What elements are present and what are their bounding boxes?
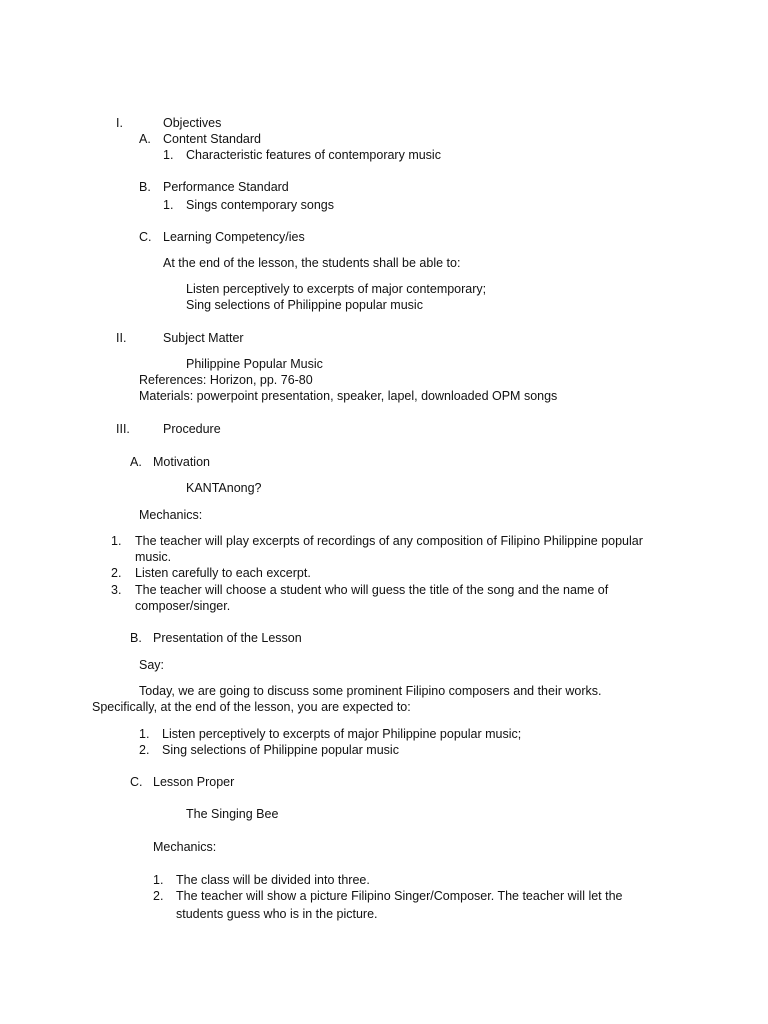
subsection-letter: B. bbox=[130, 631, 142, 645]
paragraph: The Singing Bee bbox=[186, 807, 279, 821]
subsection-letter: C. bbox=[130, 775, 143, 789]
subsection-heading: Presentation of the Lesson bbox=[153, 631, 302, 645]
list-item: Sing selections of Philippine popular music bbox=[186, 298, 423, 312]
paragraph: KANTAnong? bbox=[186, 481, 262, 495]
list-item: Listen perceptively to excerpts of major Philippine popular music; bbox=[162, 727, 522, 741]
paragraph: Specifically, at the end of the lesson, you are expected to: bbox=[92, 700, 411, 714]
paragraph: Mechanics: bbox=[139, 508, 203, 522]
list-number: 2. bbox=[111, 566, 122, 580]
list-item: music. bbox=[135, 550, 172, 564]
list-item: students guess who is in the picture. bbox=[176, 907, 378, 921]
section-heading-objectives: Objectives bbox=[163, 116, 222, 130]
section-number: II. bbox=[116, 331, 127, 345]
paragraph: Philippine Popular Music bbox=[186, 357, 323, 371]
subsection-letter: B. bbox=[139, 180, 151, 194]
section-heading-subject-matter: Subject Matter bbox=[163, 331, 244, 345]
paragraph: Say: bbox=[139, 658, 165, 672]
list-item: Sings contemporary songs bbox=[186, 198, 334, 212]
list-item: Listen carefully to each excerpt. bbox=[135, 566, 311, 580]
list-item: Characteristic features of contemporary music bbox=[186, 148, 441, 162]
subsection-heading: Motivation bbox=[153, 455, 210, 469]
list-item: The class will be divided into three. bbox=[176, 873, 370, 887]
list-item: Sing selections of Philippine popular music bbox=[162, 743, 399, 757]
subsection-heading: Content Standard bbox=[163, 132, 261, 146]
list-item: The teacher will play excerpts of recordings of any composition of Filipino Philippine popular bbox=[135, 534, 643, 548]
list-item: Listen perceptively to excerpts of major contemporary; bbox=[186, 282, 487, 296]
paragraph: Mechanics: bbox=[153, 840, 217, 854]
paragraph: Today, we are going to discuss some prominent Filipino composers and their works. bbox=[139, 684, 602, 698]
paragraph: References: Horizon, pp. 76-80 bbox=[139, 373, 313, 387]
list-number: 1. bbox=[163, 148, 174, 162]
paragraph: At the end of the lesson, the students shall be able to: bbox=[163, 256, 461, 270]
subsection-heading: Learning Competency/ies bbox=[163, 230, 305, 244]
subsection-heading: Lesson Proper bbox=[153, 775, 235, 789]
list-item: composer/singer. bbox=[135, 599, 231, 613]
list-number: 2. bbox=[153, 889, 164, 903]
subsection-letter: A. bbox=[139, 132, 151, 146]
list-number: 1. bbox=[163, 198, 174, 212]
list-number: 1. bbox=[111, 534, 122, 548]
list-number: 3. bbox=[111, 583, 122, 597]
subsection-letter: A. bbox=[130, 455, 142, 469]
paragraph: Materials: powerpoint presentation, speaker, lapel, downloaded OPM songs bbox=[139, 389, 558, 403]
list-number: 1. bbox=[139, 727, 150, 741]
section-number: I. bbox=[116, 116, 123, 130]
section-number: III. bbox=[116, 422, 130, 436]
section-heading-procedure: Procedure bbox=[163, 422, 221, 436]
list-item: The teacher will choose a student who will guess the title of the song and the name of bbox=[135, 583, 609, 597]
subsection-letter: C. bbox=[139, 230, 152, 244]
list-number: 1. bbox=[153, 873, 164, 887]
list-item: The teacher will show a picture Filipino Singer/Composer. The teacher will let the bbox=[176, 889, 623, 903]
list-number: 2. bbox=[139, 743, 150, 757]
subsection-heading: Performance Standard bbox=[163, 180, 289, 194]
